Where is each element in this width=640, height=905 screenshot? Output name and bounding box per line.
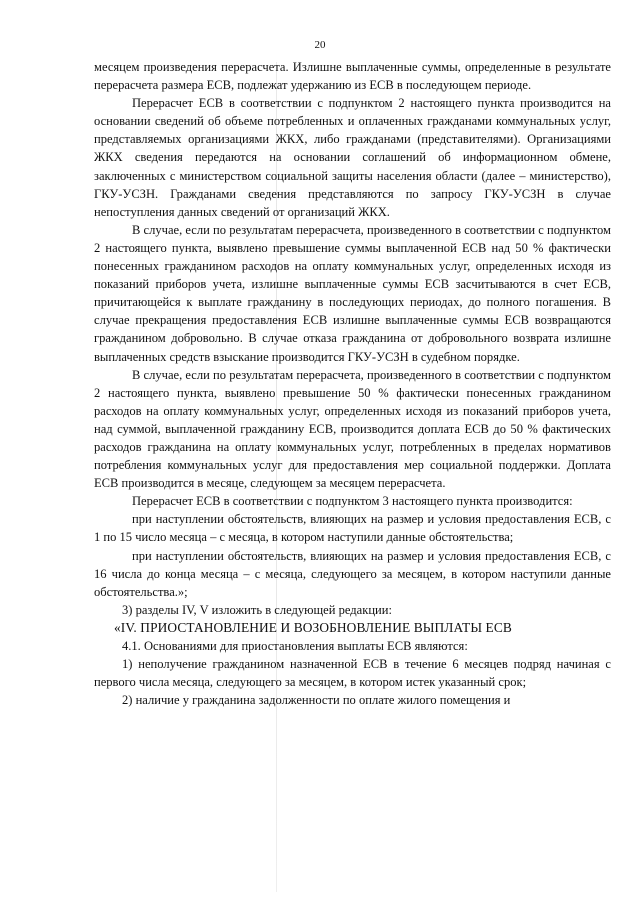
- paragraph-additional-payment: В случае, если по результатам перерасчета, произведенного в соответствии с подпунктом 2 настоящего пункта, выявлено превышение 50 % фактически понесенных гражданином расходов на оплату коммунальных услуг, определенных исходя из показаний приборов учета, над суммой, выплаченной гражданину ЕСВ, производится доплата ЕСВ до 50 % фактических расходов гражданина на оплату коммунальных услуг, потребленных в пределах нормативов потребления коммунальных услуг для предоставления мер социальной поддержки. Доплата ЕСВ производится в месяце, следующем за месяцем перерасчета.: [94, 367, 611, 491]
- list-item-1: 1) неполучение гражданином назначенной ЕСВ в течение 6 месяцев подряд начиная с первого числа месяца, следующего за месяцем, в котором истек указанный срок;: [94, 657, 611, 690]
- page-number: 20: [314, 39, 326, 51]
- paragraph-recalc-subpoint-3: Перерасчет ЕСВ в соответствии с подпунктом 3 настоящего пункта производится:: [132, 494, 573, 509]
- section-heading-iv: «IV. ПРИОСТАНОВЛЕНИЕ И ВОЗОБНОВЛЕНИЕ ВЫПЛАТЫ ЕСВ: [114, 619, 512, 635]
- paragraph-continuation: месяцем произведения перерасчета. Излишне выплаченные суммы, определенные в результате перерасчета размера ЕСВ, подлежат удержанию из ЕСВ в последующем периоде.: [94, 60, 611, 93]
- document-body: [94, 58, 611, 709]
- list-item-2: 2) наличие у гражданина задолженности по оплате жилого помещения и: [122, 693, 511, 708]
- paragraph-sections-iv-v: 3) разделы IV, V изложить в следующей редакции:: [122, 602, 392, 617]
- paragraph-days-1-15: при наступлении обстоятельств, влияющих на размер и условия предоставления ЕСВ, с 1 по 15 число месяца – с месяца, в котором наступили данные обстоятельства;: [94, 512, 611, 545]
- paragraph-4-1: 4.1. Основаниями для приостановления выплаты ЕСВ являются:: [122, 639, 468, 653]
- paragraph-overpayment: В случае, если по результатам перерасчета, произведенного в соответствии с подпунктом 2 настоящего пункта, выявлено превышение суммы выплаченной ЕСВ над 50 % фактически понесенных гражданином расходов на оплату коммунальных услуг, определенных исходя из показаний приборов учета, излишне выплаченные суммы ЕСВ засчитываются в счет ЕСВ, причитающейся к выплате гражданину в последующих периодах, до полного погашения. В случае прекращения предоставления ЕСВ излишне выплаченные суммы ЕСВ возвращаются гражданином добровольно. В случае отказа гражданина от добровольного возврата излишне выплаченных средств взыскание производится ГКУ-УСЗН в судебном порядке.: [94, 222, 611, 364]
- paragraph-days-16-end: при наступлении обстоятельств, влияющих на размер и условия предоставления ЕСВ, с 16 числа до конца месяца – с месяца, следующего за месяцем, в котором наступили данные обстоятельства.»;: [94, 548, 611, 599]
- paragraph-recalc-subpoint-2: Перерасчет ЕСВ в соответствии с подпунктом 2 настоящего пункта производится на основании сведений об объеме потребленных и оплаченных гражданами коммунальных услуг, представляемых организациями ЖКХ, либо гражданами (представителями). Организациями ЖКХ сведения передаются на основании соглашений об информационном обмене, заключенных с министерством социальной защиты населения области (далее – министерство), ГКУ-УСЗН. Гражданами сведения представляются по запросу ГКУ-УСЗН в случае непоступления данных сведений от организаций ЖКХ.: [94, 96, 611, 219]
